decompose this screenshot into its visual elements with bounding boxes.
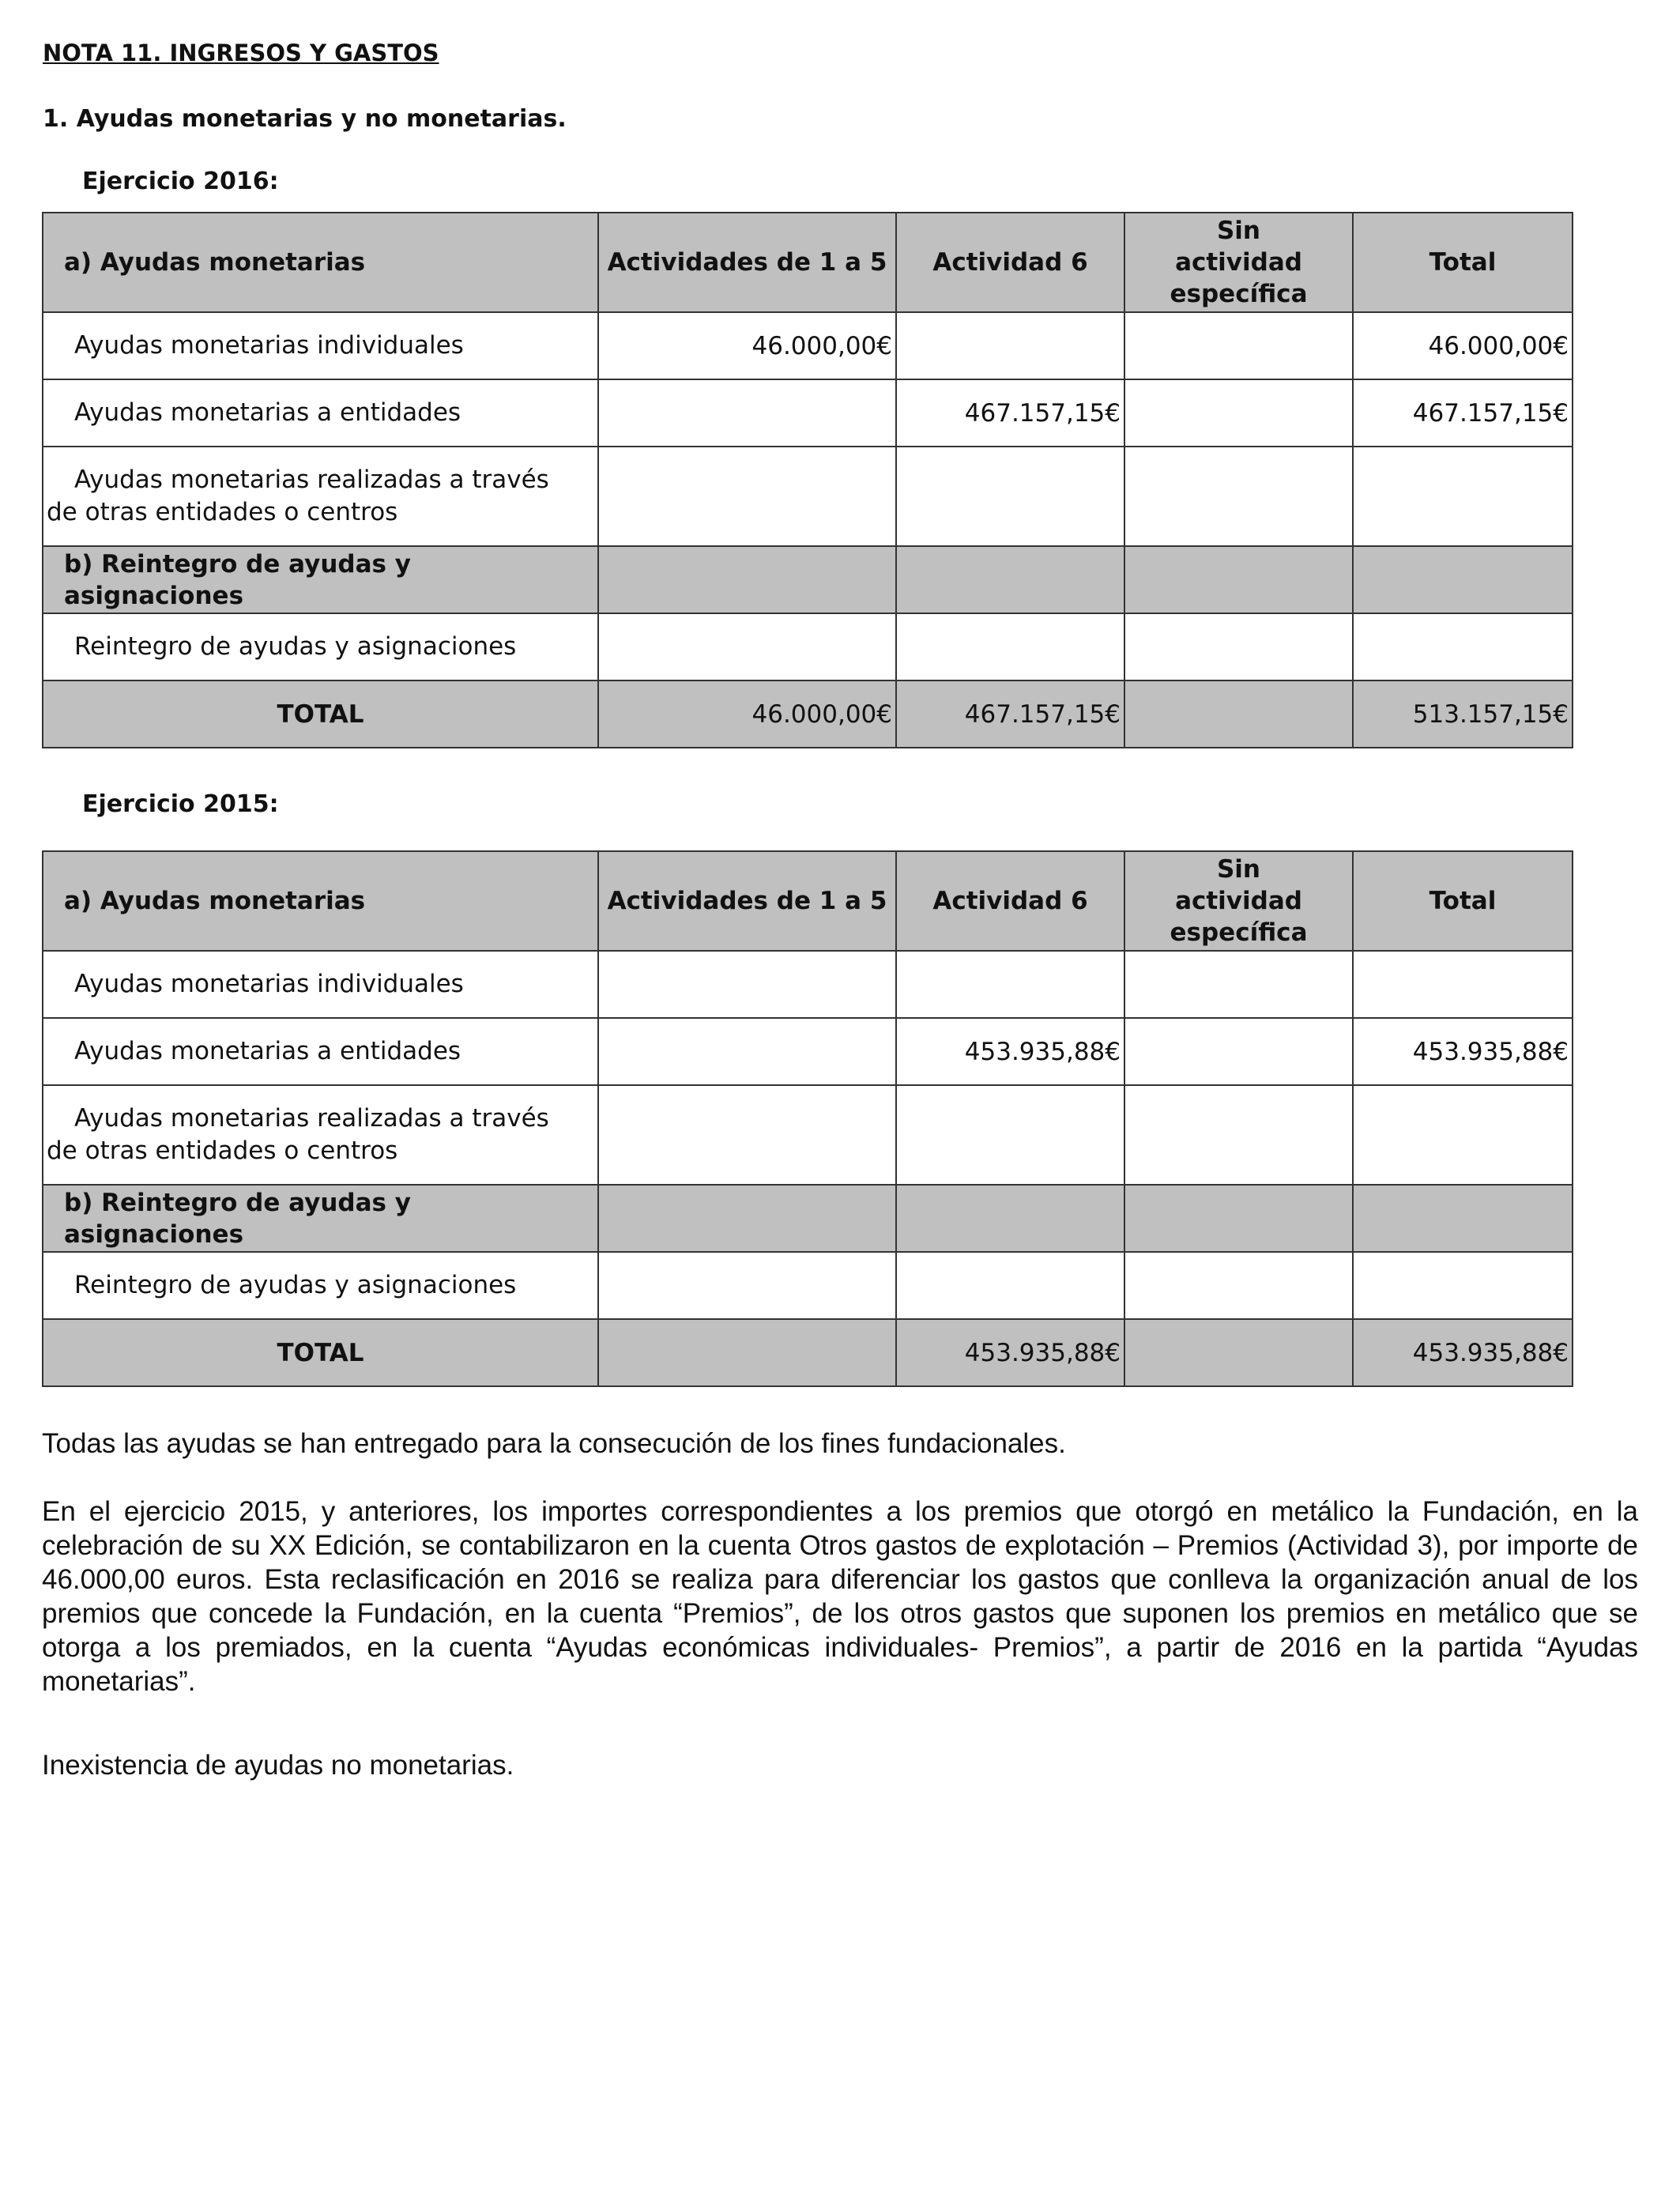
cell-value (598, 447, 896, 546)
cell-value (896, 1252, 1124, 1319)
total-value: 467.157,15€ (896, 680, 1124, 748)
cell-value (1353, 1185, 1573, 1252)
cell-value (896, 613, 1124, 680)
column-header: a) Ayudas monetarias (43, 851, 598, 951)
column-header-text: Sin actividad específica (1170, 217, 1308, 308)
table-row (43, 447, 1573, 546)
cell-value (1353, 613, 1573, 680)
cell-value (896, 312, 1124, 379)
cell-value (598, 1085, 896, 1185)
cell-value (1124, 312, 1353, 379)
table-header-row (43, 851, 1573, 951)
table-total-row (43, 680, 1573, 748)
cell-value (896, 1085, 1124, 1185)
cell-value (1353, 447, 1573, 546)
table-section-row (43, 1185, 1573, 1252)
total-value: 453.935,88€ (1353, 1319, 1573, 1386)
cell-value (1124, 1185, 1353, 1252)
cell-value (598, 613, 896, 680)
cell-value (1124, 546, 1353, 613)
cell-value (1124, 613, 1353, 680)
section-title: 1. Ayudas monetarias y no monetarias. (43, 105, 567, 133)
row-label: Ayudas monetarias realizadas a través de otras entidades o centros (43, 1085, 598, 1185)
paragraph-no-monetarias: Inexistencia de ayudas no monetarias. (42, 1750, 514, 1781)
table-row (43, 379, 1573, 447)
column-header: Total (1353, 213, 1573, 312)
cell-value: 453.935,88€ (1353, 1018, 1573, 1085)
paragraph-reclasificacion: En el ejercicio 2015, y anteriores, los importes correspondientes a los premios que otorgó en metálico la Fundación, en la celebración de su XX Edición, se contabilizaron en la cuenta Otros gastos de explotación – Premios (Actividad 3), por importe de 46.000,00 euros. Esta reclasificación en 2016 se realiza para diferenciar los gastos que conlleva la organización anual de los premios que concede la Fundación, en la cuenta “Premios”, de los otros gastos que suponen los premios en metálico que se otorga a los premiados, en la cuenta “Ayudas económicas individuales- Premios”, a partir de 2016 en la partida “Ayudas monetarias”. (42, 1496, 1638, 1697)
cell-value (1124, 379, 1353, 447)
cell-value (1353, 1085, 1573, 1185)
table-row (43, 1252, 1573, 1319)
cell-value (1353, 546, 1573, 613)
cell-value (1124, 951, 1353, 1018)
cell-value (1124, 1018, 1353, 1085)
cell-value: 467.157,15€ (896, 379, 1124, 447)
table-row (43, 1085, 1573, 1185)
cell-value (598, 1018, 896, 1085)
column-header (1124, 213, 1353, 312)
table-section-row (43, 546, 1573, 613)
aid-table-2016 (42, 212, 1573, 748)
total-value: 453.935,88€ (896, 1319, 1124, 1386)
cell-value (598, 1252, 896, 1319)
cell-value (1124, 1085, 1353, 1185)
table-row (43, 951, 1573, 1018)
row-label: Ayudas monetarias a entidades (43, 1018, 598, 1085)
row-label: Reintegro de ayudas y asignaciones (43, 613, 598, 680)
row-label: Ayudas monetarias individuales (43, 951, 598, 1018)
column-header (1124, 851, 1353, 951)
row-label: Ayudas monetarias a entidades (43, 379, 598, 447)
table-row (43, 613, 1573, 680)
total-value (598, 1319, 896, 1386)
row-label: Reintegro de ayudas y asignaciones (43, 1252, 598, 1319)
note-title: NOTA 11. INGRESOS Y GASTOS (43, 40, 439, 66)
cell-value: 467.157,15€ (1353, 379, 1573, 447)
cell-value: 46.000,00€ (598, 312, 896, 379)
table-header-row (43, 213, 1573, 312)
cell-value (1353, 951, 1573, 1018)
column-header: Actividad 6 (896, 213, 1124, 312)
column-header-text: Sin actividad específica (1170, 855, 1308, 947)
cell-value: 453.935,88€ (896, 1018, 1124, 1085)
year-label-2015: Ejercicio 2015: (82, 790, 279, 818)
cell-value (598, 546, 896, 613)
paragraph-fines: Todas las ayudas se han entregado para la consecución de los fines fundacionales. (42, 1428, 1066, 1459)
table-row (43, 312, 1573, 379)
cell-value (896, 951, 1124, 1018)
section-header: b) Reintegro de ayudas y asignaciones (43, 546, 598, 613)
total-value (1124, 680, 1353, 748)
table-total-row (43, 1319, 1573, 1386)
column-header: Actividades de 1 a 5 (598, 213, 896, 312)
column-header: Actividad 6 (896, 851, 1124, 951)
column-header: Total (1353, 851, 1573, 951)
cell-value: 46.000,00€ (1353, 312, 1573, 379)
total-value: 513.157,15€ (1353, 680, 1573, 748)
cell-value (896, 447, 1124, 546)
cell-value (896, 546, 1124, 613)
row-label: Ayudas monetarias individuales (43, 312, 598, 379)
section-header: b) Reintegro de ayudas y asignaciones (43, 1185, 598, 1252)
cell-value (598, 951, 896, 1018)
total-value: 46.000,00€ (598, 680, 896, 748)
table-row (43, 1018, 1573, 1085)
cell-value (1124, 447, 1353, 546)
cell-value (896, 1185, 1124, 1252)
column-header: Actividades de 1 a 5 (598, 851, 896, 951)
total-label: TOTAL (43, 1319, 598, 1386)
total-value (1124, 1319, 1353, 1386)
column-header: a) Ayudas monetarias (43, 213, 598, 312)
year-label-2016: Ejercicio 2016: (82, 168, 279, 195)
total-label: TOTAL (43, 680, 598, 748)
cell-value (1124, 1252, 1353, 1319)
cell-value (598, 379, 896, 447)
row-label: Ayudas monetarias realizadas a través de otras entidades o centros (43, 447, 598, 546)
cell-value (1353, 1252, 1573, 1319)
aid-table-2015 (42, 850, 1573, 1387)
cell-value (598, 1185, 896, 1252)
